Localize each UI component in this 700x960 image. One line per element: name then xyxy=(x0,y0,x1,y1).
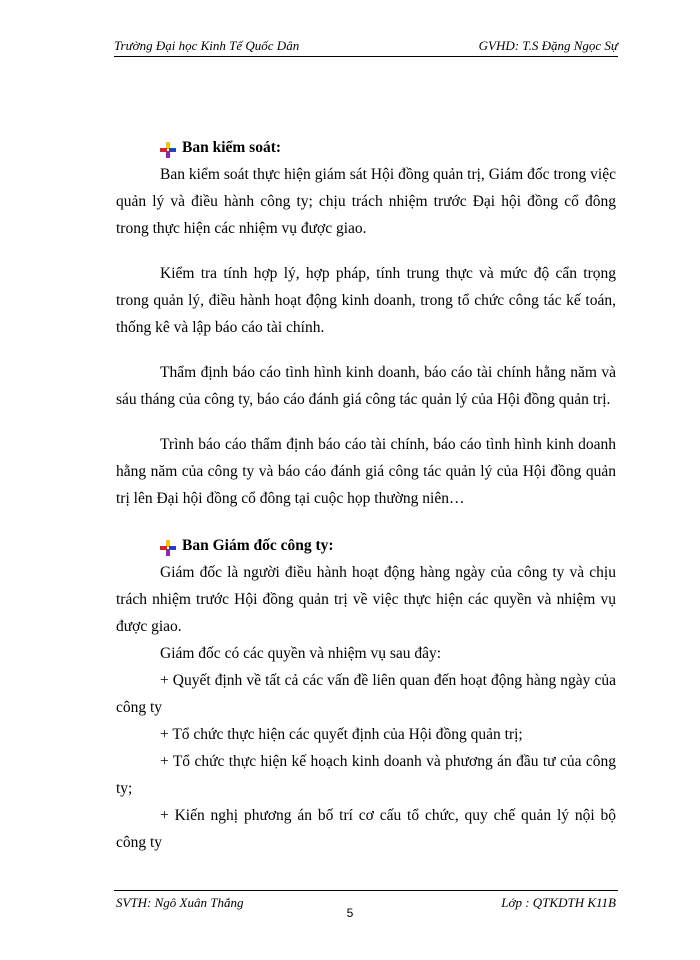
paragraph: Ban kiểm soát thực hiện giám sát Hội đồng quản trị, Giám đốc trong việc quản lý và điều hành công ty; chịu trách nhiệm trước Đại hội đồng cổ đông trong thực hiện các nhiệm vụ được giao. xyxy=(116,166,616,237)
section-heading xyxy=(160,532,616,559)
page-header xyxy=(114,36,618,57)
paragraph: Giám đốc có các quyền và nhiệm vụ sau đây: xyxy=(160,645,442,662)
page-number: 5 xyxy=(346,906,354,920)
footer-class: Lớp : QTKDTH K11B xyxy=(501,895,616,910)
paragraph: Thẩm định báo cáo tình hình kinh doanh, báo cáo tài chính hằng năm và sáu tháng của công ty, báo cáo đánh giá công tác quản lý của Hội đồng quản trị. xyxy=(116,364,616,408)
paragraph: Giám đốc là người điều hành hoạt động hàng ngày của công ty và chịu trách nhiệm trước Hội đồng quản trị về việc thực hiện các quyền và nhiệm vụ được giao. xyxy=(116,564,616,635)
header-school: Trường Đại học Kinh Tế Quốc Dân xyxy=(114,38,300,53)
document-body xyxy=(116,134,616,856)
section-heading xyxy=(160,134,616,161)
colored-plus-bullet-icon xyxy=(160,140,176,156)
list-item: + Quyết định về tất cả các vấn đề liên quan đến hoạt động hàng ngày của công ty xyxy=(116,672,616,716)
section-heading-text: Ban Giám đốc công ty: xyxy=(182,537,334,554)
paragraph: Kiểm tra tính hợp lý, hợp pháp, tính trung thực và mức độ cẩn trọng trong quản lý, điều hành hoạt động kinh doanh, trong tổ chức công tác kế toán, thống kê và lập báo cáo tài chính. xyxy=(116,265,616,336)
header-supervisor: GVHD: T.S Đặng Ngọc Sự xyxy=(478,38,618,53)
footer-student: SVTH: Ngô Xuân Thắng xyxy=(116,895,244,910)
list-item: + Kiến nghị phương án bố trí cơ cấu tổ chức, quy chế quản lý nội bộ công ty xyxy=(116,807,616,851)
paragraph: Trình báo cáo thẩm định báo cáo tài chính, báo cáo tình hình kinh doanh hằng năm của công ty và báo cáo đánh giá công tác quản lý của Hội đồng quản trị lên Đại hội đồng cổ đông tại cuộc họp thường niên… xyxy=(116,436,616,507)
section-heading-text: Ban kiểm soát: xyxy=(182,139,282,156)
list-item: + Tổ chức thực hiện các quyết định của Hội đồng quản trị; xyxy=(160,726,523,743)
colored-plus-bullet-icon xyxy=(160,538,176,554)
list-item: + Tổ chức thực hiện kế hoạch kinh doanh và phương án đầu tư của công ty; xyxy=(116,753,616,797)
